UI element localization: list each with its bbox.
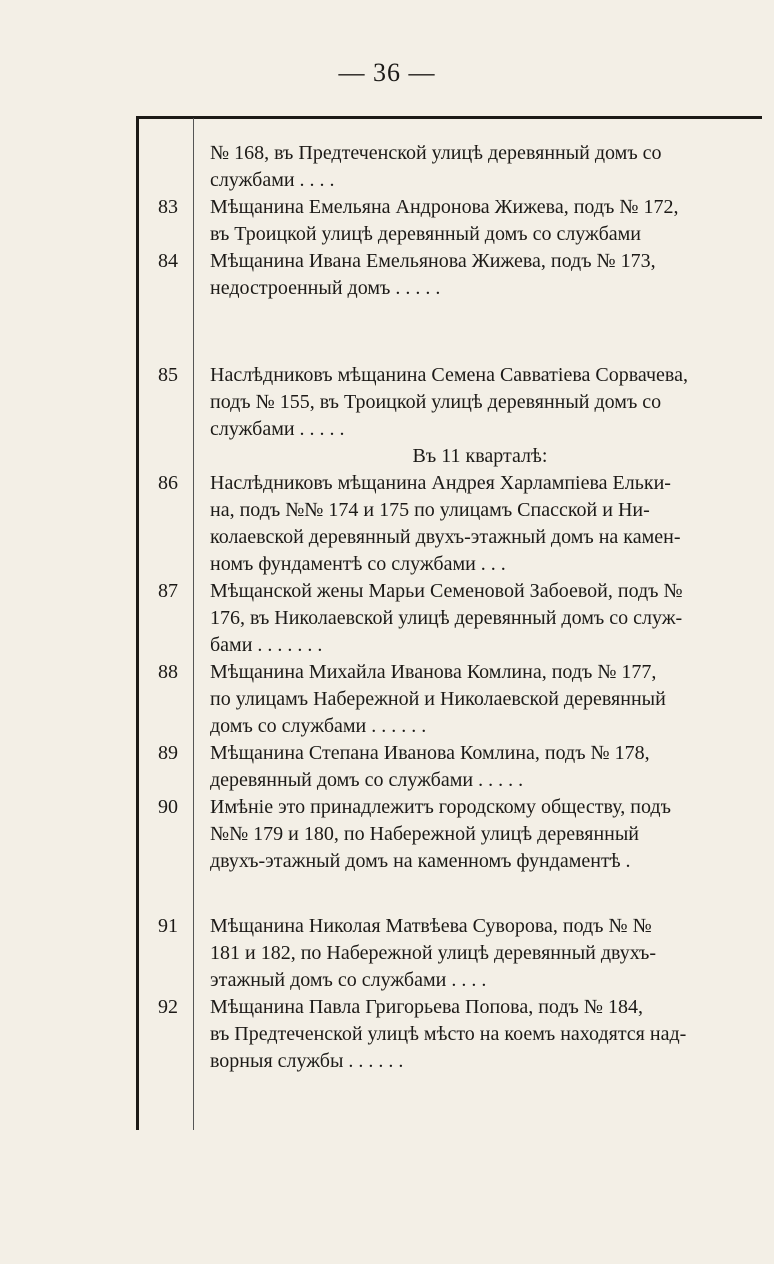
spacer (140, 875, 750, 913)
entry-text: Мѣщанина Степана Иванова Комлина, подъ № 178, деревянный домъ со службами . . . . . (210, 742, 650, 791)
list-item (140, 140, 750, 194)
entry-number: 88 (158, 661, 178, 683)
entry-text: Наслѣдниковъ мѣщанина Семена Савватіева Сорвачева, подъ № 155, въ Троицкой улицѣ деревянный домъ со службами . . . . . (210, 364, 688, 440)
left-rule (136, 118, 139, 1130)
list-item (140, 659, 750, 740)
entry-number: 83 (158, 196, 178, 218)
entry-number: 84 (158, 250, 178, 272)
entry-number: 87 (158, 580, 178, 602)
page-number: — 36 — (338, 58, 436, 87)
list-item (140, 740, 750, 794)
entry-number: 85 (158, 364, 178, 386)
quarter-heading: Въ 11 кварталѣ: (412, 445, 548, 467)
list-item (140, 913, 750, 994)
top-rule (136, 116, 762, 119)
entry-text: № 168, въ Предтеченской улицѣ деревянный домъ со службами . . . . (210, 142, 662, 191)
entry-number: 90 (158, 796, 178, 818)
entry-number: 86 (158, 472, 178, 494)
list-item (140, 362, 750, 443)
list-item (140, 248, 750, 302)
list-item (140, 994, 750, 1075)
spacer (140, 302, 750, 362)
list-item (140, 194, 750, 248)
entry-text: Мѣщанина Ивана Емельянова Жижева, подъ № 173, недостроенный домъ . . . . . (210, 250, 656, 299)
entry-text: Мѣщанина Михайла Иванова Комлина, подъ № 177, по улицамъ Набережной и Николаевской деревянный домъ со службами . . . . . . (210, 661, 666, 737)
entry-text: Мѣщанина Емельяна Андронова Жижева, подъ № 172, въ Троицкой улицѣ деревянный домъ со службами (210, 196, 679, 245)
list-item (140, 794, 750, 875)
entry-text: Мѣщанина Павла Григорьева Попова, подъ № 184, въ Предтеченской улицѣ мѣсто на коемъ находятся над- ворныя службы . . . . . . (210, 996, 687, 1072)
entries-list (140, 140, 750, 1075)
entry-text: Мѣщанской жены Марьи Семеновой Забоевой, подъ № 176, въ Николаевской улицѣ деревянный домъ со служ- бами . . . . . . . (210, 580, 683, 656)
entry-text: Имѣніе это принадлежитъ городскому обществу, подъ №№ 179 и 180, по Набережной улицѣ деревянный двухъ-этажный домъ на каменномъ фундаментѣ . (210, 796, 671, 872)
list-item (140, 470, 750, 578)
list-item (140, 578, 750, 659)
entry-number: 89 (158, 742, 178, 764)
entry-text: Мѣщанина Николая Матвѣева Суворова, подъ № № 181 и 182, по Набережной улицѣ деревянный двухъ- этажный домъ со службами . . . . (210, 915, 657, 991)
entry-number: 92 (158, 996, 178, 1018)
entry-text: Наслѣдниковъ мѣщанина Андрея Харлампіева Ельки- на, подъ №№ 174 и 175 по улицамъ Спасской и Ни- колаевской деревянный двухъ-этажный домъ на камен- номъ фундаментѣ со службами . . . (210, 472, 681, 575)
entry-number: 91 (158, 915, 178, 937)
